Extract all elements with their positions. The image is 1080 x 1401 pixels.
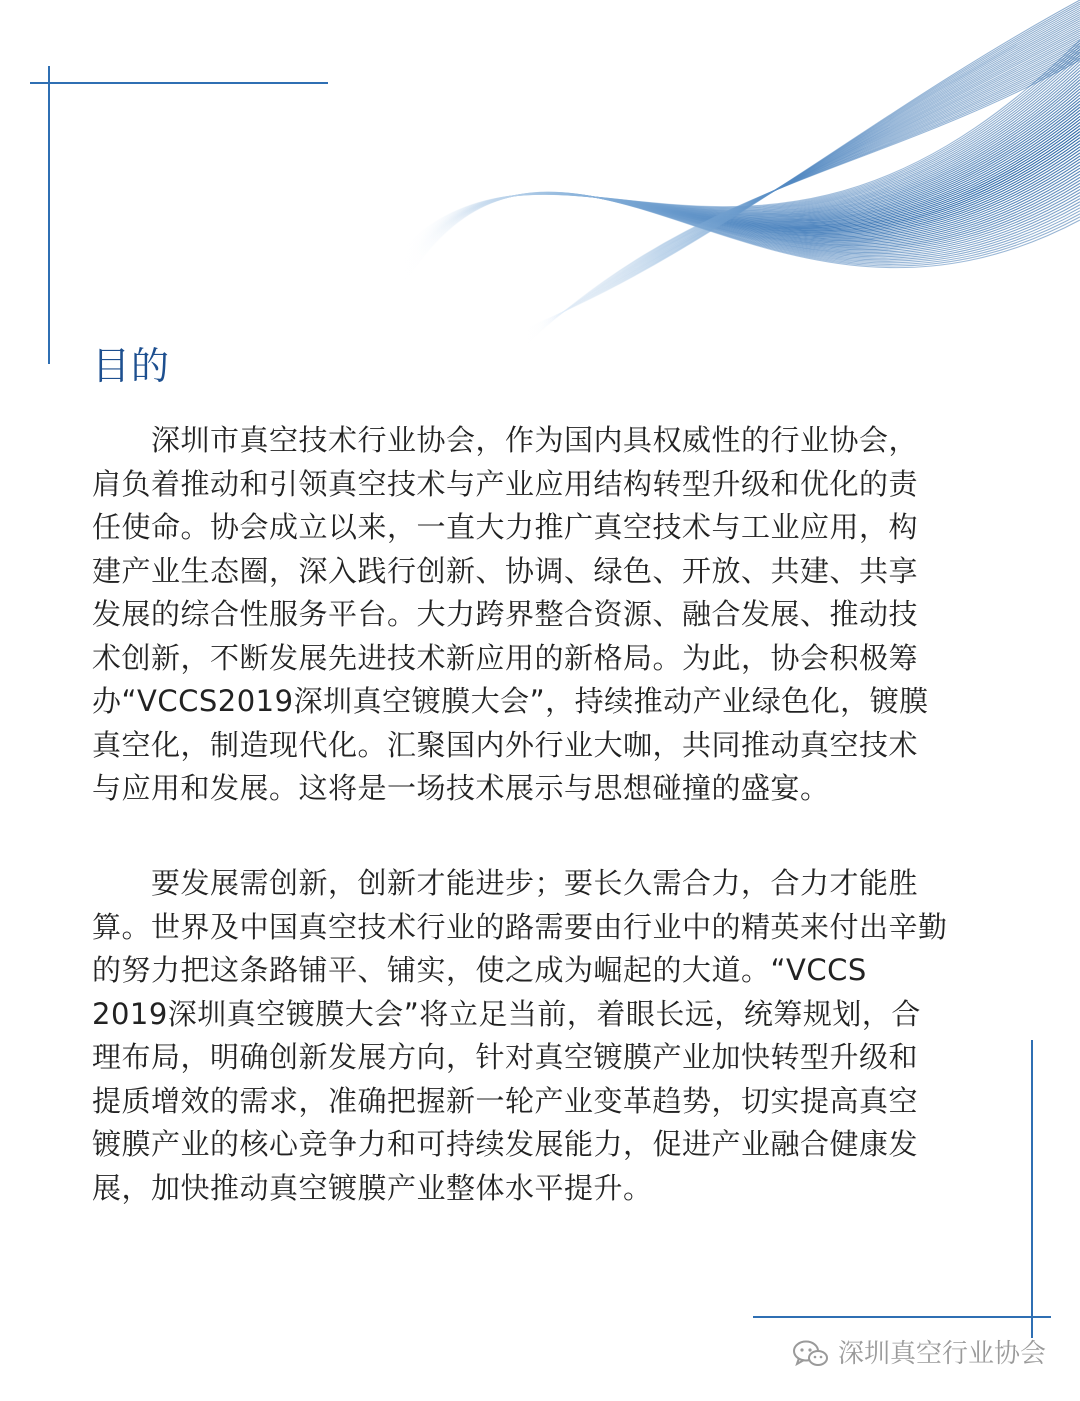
paragraph-text: 深圳市真空技术行业协会，作为国内具权威性的行业协会， 肩负着推动和引领真空技术与产业应用结构转型升级和优化的责 任使命。协会成立以来，一直大力推广真空技术与工业应用，构 建产业生态圈，深入践行创新、协调、绿色、开放、共建、共享 发展的综合性服务平台。大力跨界整合资源、融合发展、推动技 术创新，不断发展先进技术新应用的新格局。为此，协会积极筹 办“VCCS2019深圳真空镀膜大会”，持续推动产业绿色化，镀膜 真空化，制造现代化。汇聚国内外行业大咖，共同推动真空技术 与应用和发展。这将是一场技术展示与思想碰撞的盛宴。	[92, 423, 929, 805]
body-paragraph-2	[92, 862, 992, 1210]
corner-line-top-vertical	[48, 66, 50, 364]
corner-line-bottom-vertical	[1031, 1040, 1033, 1338]
paragraph-text: 要发展需创新，创新才能进步；要长久需合力，合力才能胜 算。世界及中国真空技术行业的路需要由行业中的精英来付出辛勤 的努力把这条路铺平、铺实，使之成为崛起的大道。“VCCS 2019深圳真空镀膜大会”将立足当前，着眼长远，统筹规划，合 理布局，明确创新发展方向，针对真空镀膜产业加快转型升级和 提质增效的需求，准确把握新一轮产业变革趋势，切实提高真空 镀膜产业的核心竞争力和可持续发展能力，促进产业融合健康发 展，加快推动真空镀膜产业整体水平提升。	[92, 866, 948, 1205]
body-paragraph-1	[92, 419, 992, 811]
wechat-icon	[792, 1339, 830, 1369]
wave-line	[400, 113, 1080, 266]
corner-line-top-horizontal	[30, 82, 328, 84]
watermark-text: 深圳真空行业协会	[837, 1339, 1046, 1369]
corner-line-bottom-horizontal	[753, 1316, 1051, 1318]
section-title: 目的	[92, 344, 171, 388]
watermark	[792, 1336, 1046, 1372]
